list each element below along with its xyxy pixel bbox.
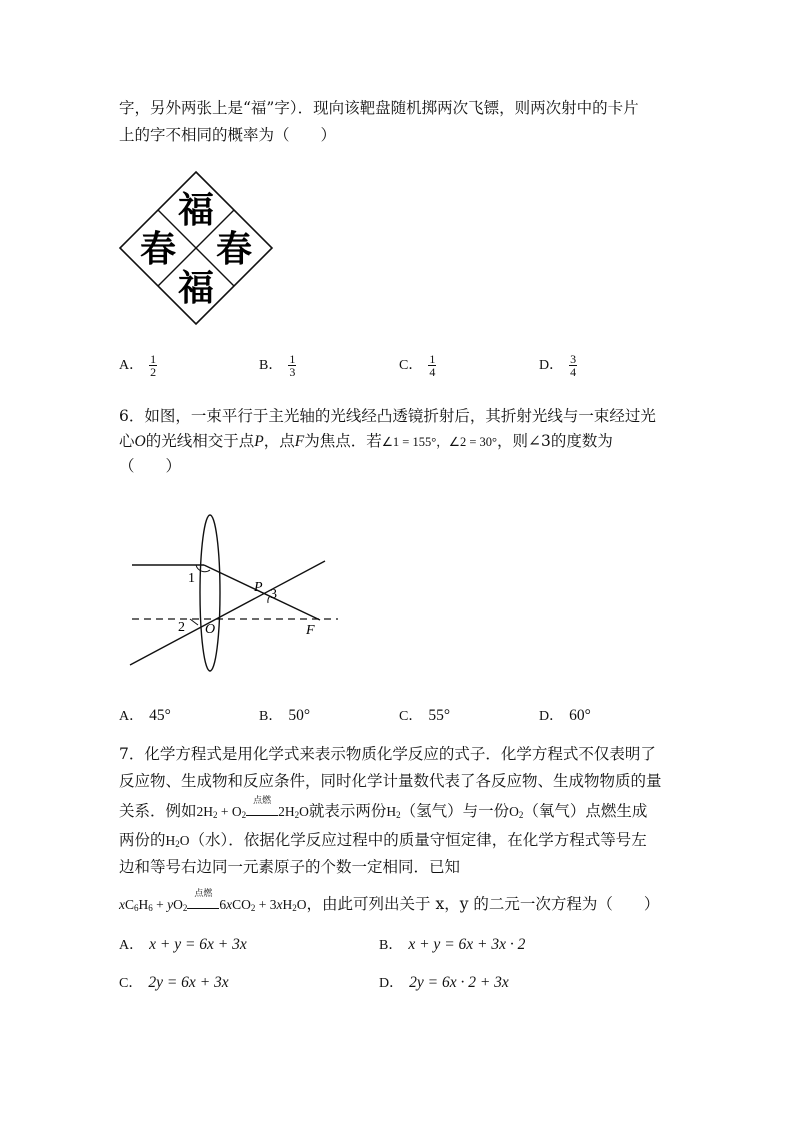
q7-line4: 两份的$H_2O$（水）．依据化学反应过程中的质量守恒定律，在化学方程式等号左 [119,831,647,849]
q6-option-c[interactable]: C． 55° [399,707,451,724]
q7-option-d[interactable]: D． 2y = 6x · 2 + 3x [379,974,509,991]
q6-option-b[interactable]: B． 50° [259,707,311,724]
q7-line1: 7．化学方程式是用化学式来表示物质化学反应的式子．化学方程式不仅表明了 [119,745,656,763]
q5-option-c[interactable]: C． $\frac{1}{4}$ [399,352,436,379]
label-1: 1 [188,571,195,586]
q6-line1: 6．如图，一束平行于主光轴的光线经凸透镜折射后，其折射光线与一束经过光 [119,407,656,425]
label-P: P [254,580,263,595]
fraction: $\frac{3}{4}$ [570,352,577,379]
card-right-char: 春 [215,228,253,270]
lens-figure [120,505,350,680]
card-left-char: 春 [139,228,177,270]
card-bottom-char: 福 [177,267,215,309]
fraction: $\frac{1}{2}$ [150,352,157,379]
dartboard-figure [118,170,274,326]
q5-line1: 字，另外两张上是“福”字）．现向该靶盘随机掷两次飞镖，则两次射中的卡片 [119,99,639,117]
label-3: 3 [270,587,277,602]
q7-option-a[interactable]: A． x + y = 6x + 3x [119,936,247,953]
label-O: O [205,622,216,637]
q6-line3: （ ） [119,457,182,475]
q6-option-d[interactable]: D． 60° [539,707,591,724]
label-2: 2 [178,620,185,635]
label-F: F [306,623,315,638]
q5-line2: 上的字不相同的概率为（ ） [119,126,337,144]
q5-option-a[interactable]: A． $\frac{1}{2}$ [119,352,157,379]
q7-line6: $xC_6H_6 + yO_2$ 点燃 $6xCO_2 + 3xH_2O$，由此可列出关于 x，y 的二元一次方程为（ ） [119,889,660,913]
q6-option-a[interactable]: A． 45° [119,707,171,724]
q7-line3: 关系．例如$2H_2 + O_2$ 点燃 $2H_2O$就表示两份$H_2$（氢气）与一份$O_2$（氧气）点燃生成 [119,796,648,820]
q5-option-d[interactable]: D． $\frac{3}{4}$ [539,352,577,379]
fraction: $\frac{1}{3}$ [289,352,296,379]
q5-option-b[interactable]: B． $\frac{1}{3}$ [259,352,296,379]
card-top-char: 福 [177,189,215,231]
q6-line2: 心O的光线相交于点P，点F为焦点．若∠1 = 155°，∠2 = 30°，则∠3的度数为 [119,432,613,450]
q7-line2: 反应物、生成物和反应条件，同时化学计量数代表了各反应物、生成物物质的量 [119,772,662,790]
fraction: $\frac{1}{4}$ [429,352,436,379]
q7-option-b[interactable]: B． x + y = 6x + 3x · 2 [379,936,526,953]
q7-line5: 边和等号右边同一元素原子的个数一定相同．已知 [119,858,461,876]
q7-option-c[interactable]: C． 2y = 6x + 3x [119,974,229,991]
